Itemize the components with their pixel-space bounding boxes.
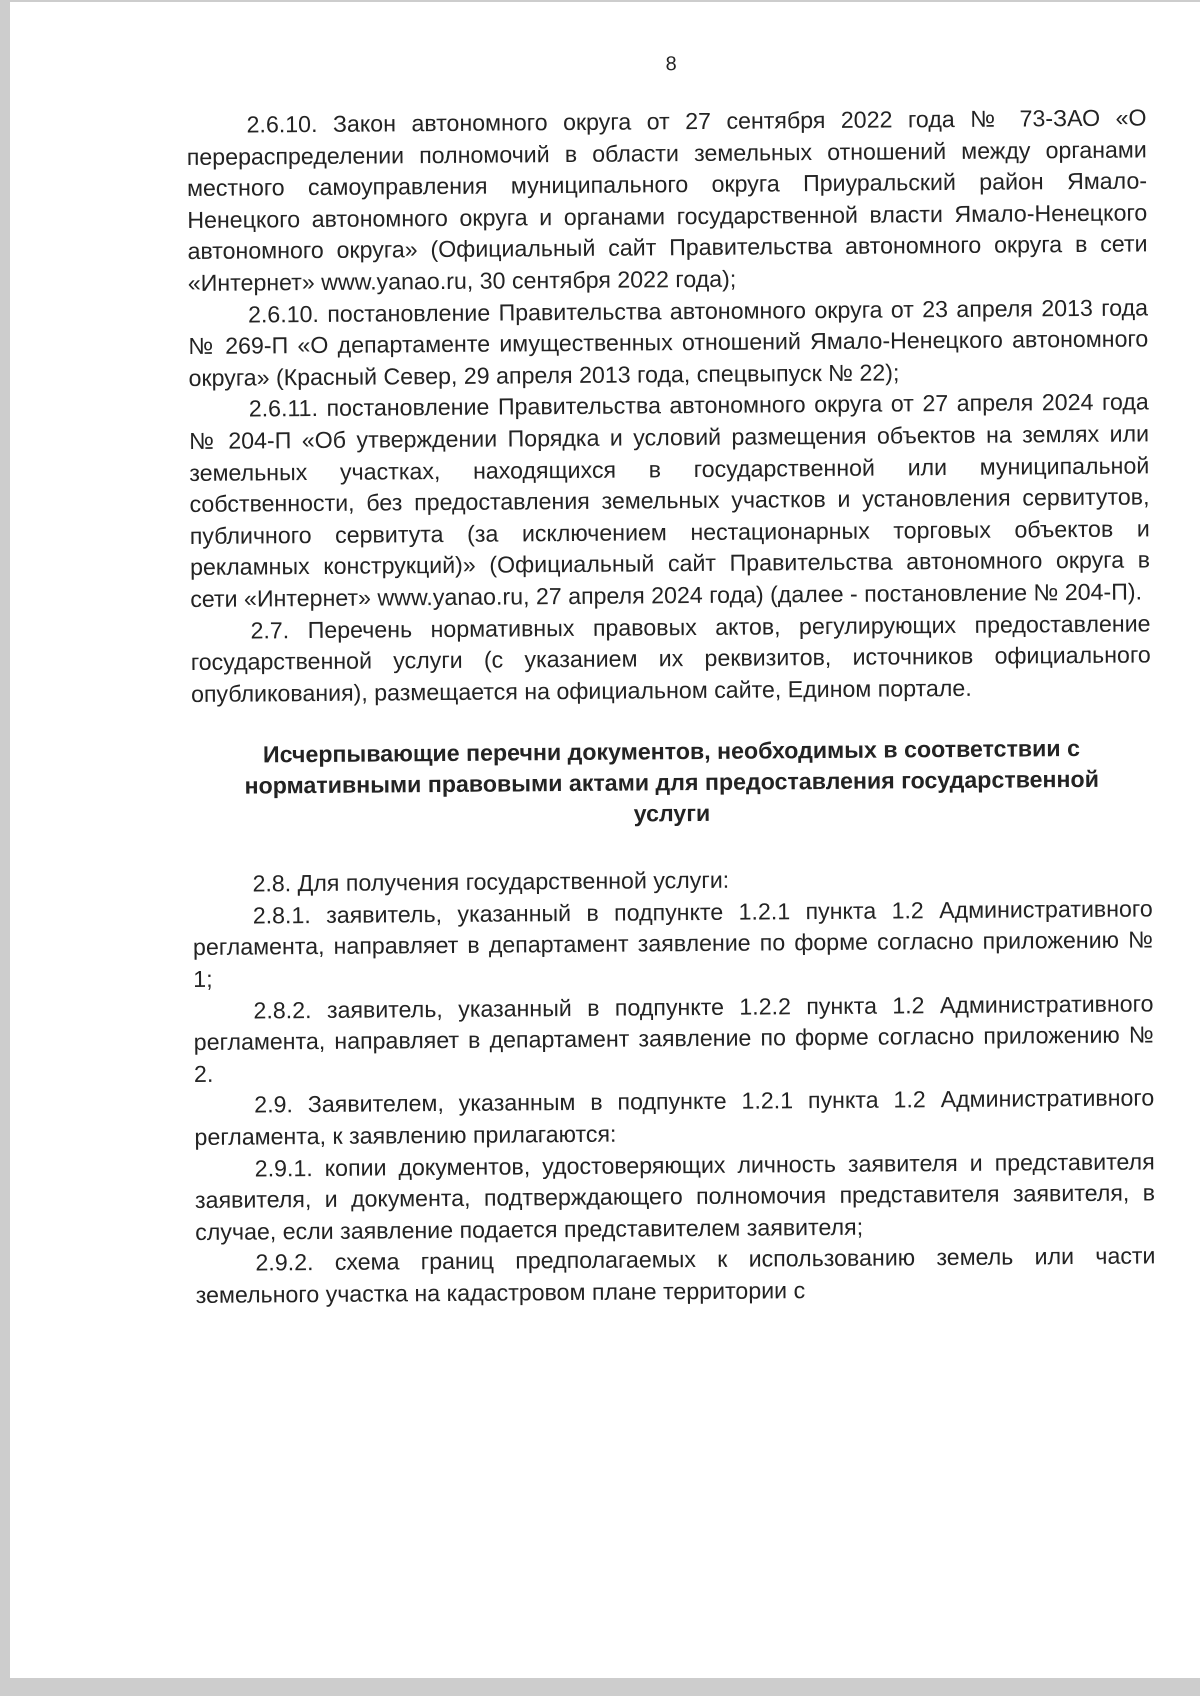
paragraph-2-6-11: 2.6.11. постановление Правительства автономного округа от 27 апреля 2024 года № 204-П «Об утверждении Порядка и условий размещения объектов на землях или земельных участках, находящихся в государственной или муниципальной собственности, без предоставления земельных участков и установления сервитутов, публичного сервитута (за исключением нестационарных торговых объектов и рекламных конструкций)» (Официальный сайт Правительства автономного округа в сети «Интернет» www.yanao.ru, 27 апреля 2024 года) (далее - постановление № 204-П). bbox=[188, 388, 1151, 612]
paragraph-2-7: 2.7. Перечень нормативных правовых актов, регулирующих предоставление государственной услуги (с указанием их реквизитов, источников официального опубликования), размещается на официальном сайте, Едином портале. bbox=[190, 609, 1151, 707]
paragraph-2-8: 2.8. Для получения государственной услуги: bbox=[252, 867, 730, 897]
section-heading: Исчерпывающие перечни документов, необходимых в соответствии с нормативными правовыми актами для предоставления государственной услуги bbox=[244, 735, 1100, 827]
page-content bbox=[186, 48, 1156, 1311]
paragraph-2-6-10-law: 2.6.10. Закон автономного округа от 27 сентября 2022 года № 73-ЗАО «О перераспределении полномочий в области земельных отношений между органами местного самоуправления муниципального округа Приуральский район Ямало-Ненецкого автономного округа и органами государственной власти Ямало-Ненецкого автономного округа» (Официальный сайт Правительства автономного округа в сети «Интернет» www.yanao.ru, 30 сентября 2022 года); bbox=[186, 104, 1148, 296]
paragraph-2-8-1: 2.8.1. заявитель, указанный в подпункте 1.2.1 пункта 1.2 Административного регламента, направляет в департамент заявление по форме согласно приложению № 1; bbox=[192, 895, 1154, 993]
paragraph-2-9: 2.9. Заявителем, указанным в подпункте 1.2.1 пункта 1.2 Административного регламента, к заявлению прилагаются: bbox=[194, 1084, 1155, 1150]
paragraph-2-8-2: 2.8.2. заявитель, указанный в подпункте 1.2.2 пункта 1.2 Административного регламента, направляет в департамент заявление по форме согласно приложению № 2. bbox=[193, 990, 1154, 1087]
paragraph-2-9-2: 2.9.2. схема границ предполагаемых к использованию земель или части земельного участка на кадастровом плане территории с bbox=[195, 1242, 1156, 1308]
scanned-page bbox=[10, 2, 1200, 1678]
paragraph-2-6-10-resolution: 2.6.10. постановление Правительства автономного округа от 23 апреля 2013 года № 269-П «О департаменте имущественных отношений Ямало-Ненецкого автономного округа» (Красный Север, 29 апреля 2013 года, спецвыпуск № 22); bbox=[188, 294, 1149, 391]
page-number: 8 bbox=[665, 53, 677, 76]
paragraph-2-9-1: 2.9.1. копии документов, удостоверяющих личность заявителя и представителя заявителя, и документа, подтверждающего полномочия представителя заявителя, в случае, если заявление подается представителем заявителя; bbox=[194, 1148, 1156, 1245]
